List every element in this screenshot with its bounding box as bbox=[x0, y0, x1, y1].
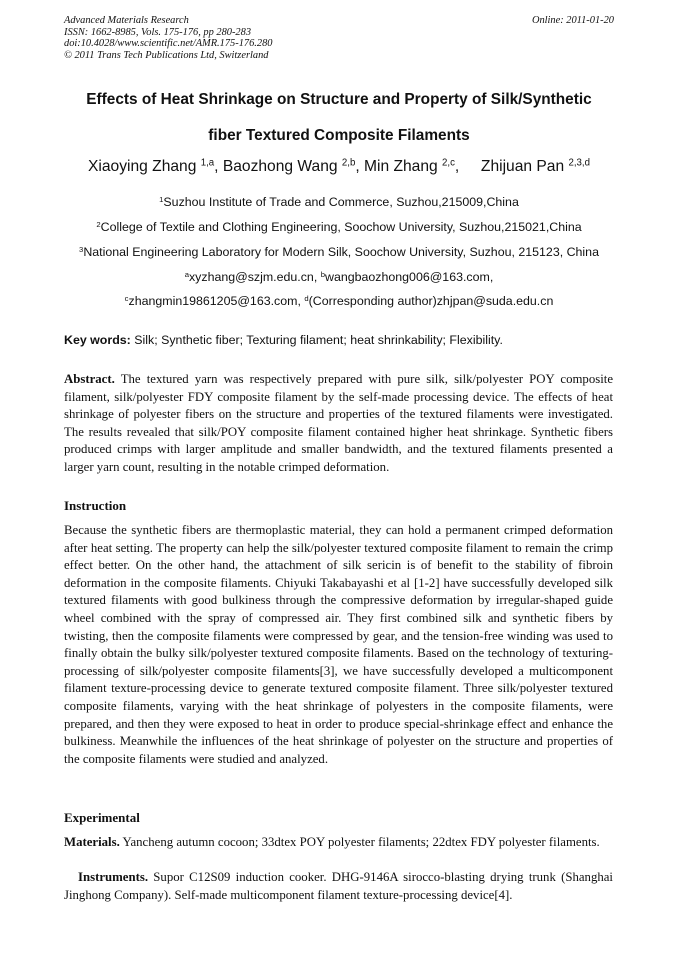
abstract bbox=[64, 371, 613, 477]
copyright-line: © 2011 Trans Tech Publications Ltd, Switzerland bbox=[64, 49, 269, 61]
author-name: Zhijuan Pan bbox=[480, 158, 569, 175]
instruments-paragraph: Instruments. Supor C12S09 induction cooker. DHG-9146A sirocco-blasting drying trunk (Shanghai Jinghong Company). Self-made multicomponent filament texture-processing device[4]. bbox=[64, 870, 613, 902]
author-affiliation-mark: 2,b bbox=[341, 157, 356, 169]
instruments-label: Instruments. bbox=[78, 870, 149, 884]
abstract-text: The textured yarn was respectively prepared with pure silk, silk/polyester POY composite filament, silk/polyester FDY composite filament by the self-made processing device. The effects of heat shrinkage of polyester fibers on the structure and properties of the textured filaments were investigated. The results revealed that silk/POY composite filament contained higher heat shrinkage. Synthetic fibers produced crimps with larger amplitude and smaller bandwidth, and the textured filaments presented a larger yarn count, resulting in the notable crimped deformation. bbox=[64, 372, 613, 474]
email-link[interactable]: wangbaozhong006@163.com, bbox=[325, 270, 494, 284]
email-link[interactable]: (Corresponding author)zhjpan@suda.edu.cn bbox=[308, 294, 554, 308]
author-emails-line-1: $^a$xyzhang@szjm.edu.cn, $^b$wangbaozhong006@163.com, bbox=[184, 269, 494, 284]
author-list bbox=[30, 158, 648, 176]
instruction-paragraph: Because the synthetic fibers are thermoplastic material, they can hold a permanent crimped deformation after heat setting. The property can help the silk/polyester textured composite filament to remain the crimp effect better. On the other hand, the attachment of silk sericin is of benefit to the stability of fibroin deformation in the composite filaments. Chiyuki Takabayashi et al [1-2] have successfully developed silk textured filaments with good bulkiness through the compressive deformation by irregular-shaped guide wheel combined with the spray of compressed air. They first combined silk and synthetic fibers by twisting, then the composite filaments were compressed by gear, and the tension-free winding was used to finally obtain the bulky silk/polyester textured composite filaments. Based on the technology of texturing-processing of silk/polyester composite filaments[3], we have successfully developed a multicomponent filament texture-processing device to generate textured composite filament. Three silk/polyester textured composite filaments, varying with the heat shrinkage of polyesters in the composite filaments, were prepared, and then they were exposed to heat in order to produce special-shrinkage effect and enhance the bulkiness. Meanwhile the influences of the heat shrinkage of polyester on the structure and properties of the composite filaments were studied and analyzed. bbox=[64, 523, 613, 766]
running-header bbox=[64, 15, 614, 61]
author-affiliation-mark: 2,c bbox=[442, 157, 455, 169]
author-separator: , bbox=[214, 158, 223, 175]
materials-label: Materials. bbox=[64, 835, 120, 849]
author-separator: , bbox=[355, 158, 364, 175]
doi-line: doi:10.4028/www.scientific.net/AMR.175-176.280 bbox=[64, 38, 273, 50]
issn-line: ISSN: 1662-8985, Vols. 175-176, pp 280-283 bbox=[64, 26, 252, 38]
keywords-label: Key words: bbox=[64, 333, 131, 347]
online-date: Online: 2011-01-20 bbox=[531, 15, 614, 26]
affiliation-1: $^1$Suzhou Institute of Trade and Commerce, Suzhou,215009,China bbox=[159, 194, 519, 209]
section-heading-experimental: Experimental bbox=[64, 810, 140, 825]
email-link[interactable]: xyzhang@szjm.edu.cn, bbox=[188, 270, 321, 284]
materials-paragraph: Materials. Yancheng autumn cocoon; 33dtex POY polyester filaments; 22dtex FDY polyester filaments. bbox=[64, 835, 600, 849]
author-affiliation-mark: 1,a bbox=[200, 157, 215, 169]
author-name: Baozhong Wang bbox=[222, 158, 342, 175]
author-separator: , bbox=[454, 158, 477, 175]
author-affiliation-mark: 2,3,d bbox=[568, 157, 590, 169]
abstract-label: Abstract. bbox=[64, 372, 115, 386]
author-name: Min Zhang bbox=[364, 158, 443, 175]
paper-title-line-2: fiber Textured Composite Filaments bbox=[208, 127, 470, 144]
paper-title-line-1: Effects of Heat Shrinkage on Structure and Property of Silk/Synthetic bbox=[86, 91, 592, 108]
keywords bbox=[64, 333, 618, 347]
section-heading-instruction: Instruction bbox=[64, 498, 127, 513]
affiliation-3: $^3$National Engineering Laboratory for Modern Silk, Soochow University, Suzhou, 215123, China bbox=[79, 244, 599, 259]
keywords-text: Silk; Synthetic fiber; Texturing filament; heat shrinkability; Flexibility. bbox=[130, 333, 503, 347]
email-link[interactable]: zhangmin19861205@163.com, bbox=[128, 294, 305, 308]
journal-name: Advanced Materials Research bbox=[64, 15, 189, 26]
author-emails-line-2: $^c$zhangmin19861205@163.com, $^d$(Corresponding author)zhjpan@suda.edu.cn bbox=[124, 293, 554, 308]
affiliation-2: $^2$College of Textile and Clothing Engineering, Soochow University, Suzhou,215021,China bbox=[96, 219, 582, 234]
author-name: Xiaoying Zhang bbox=[88, 158, 201, 175]
